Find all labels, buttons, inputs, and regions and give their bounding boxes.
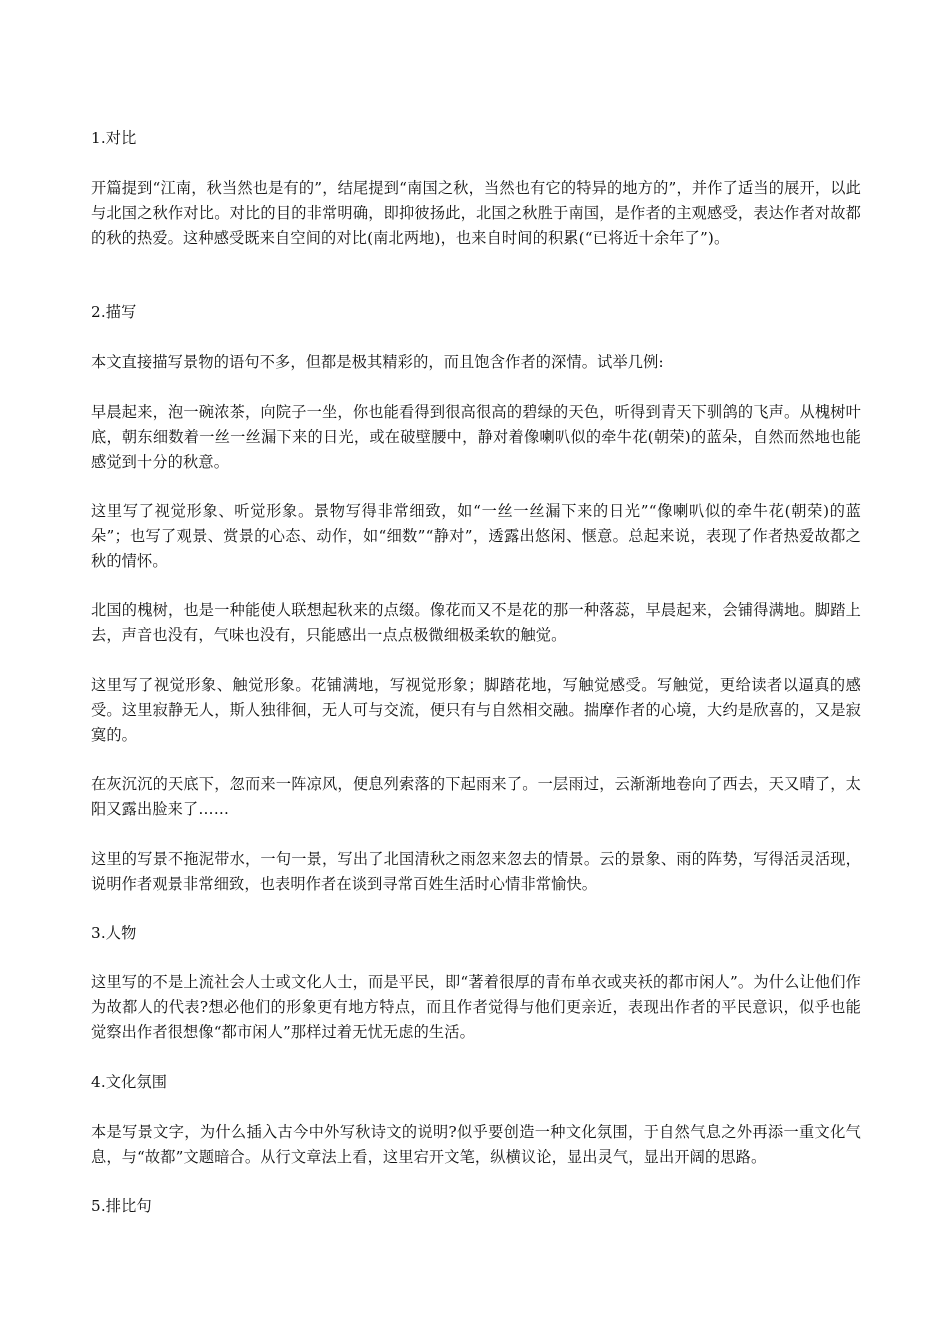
paragraph-analysis-visual-tactile: 这里写了视觉形象、触觉形象。花铺满地，写视觉形象；脚踏花地，写触觉感受。写触觉，更给读者以逼真的感受。这里寂静无人，斯人独徘徊，无人可与交流，便只有与自然相交融。揣摩作者的心境，大约是欣喜的，又是寂寞的。 (91, 676, 861, 744)
paragraph-analysis-rain: 这里的写景不拖泥带水，一句一景，写出了北国清秋之雨忽来忽去的情景。云的景象、雨的阵势，写得活灵活现，说明作者观景非常细致，也表明作者在谈到寻常百姓生活时心情非常愉快。 (91, 850, 861, 893)
paragraph-characters: 这里写的不是上流社会人士或文化人士，而是平民，即“著着很厚的青布单衣或夹袄的都市闲人”。为什么让他们作为故都人的代表?想必他们的形象更有地方特点，而且作者觉得与他们更亲近，表现出作者的平民意识，似乎也能觉察出作者很想像“都市闲人”那样过着无忧无虑的生活。 (91, 973, 861, 1041)
paragraph-quote-morning: 早晨起来，泡一碗浓茶，向院子一坐，你也能看得到很高很高的碧绿的天色，听得到青天下驯鸽的飞声。从槐树叶底，朝东细数着一丝一丝漏下来的日光，或在破壁腰中，静对着像喇叭似的牵牛花(朝荣)的蓝朵，自然而然地也能感觉到十分的秋意。 (91, 403, 861, 471)
section-heading-cultural-atmosphere: 4.文化氛围 (91, 1073, 168, 1091)
paragraph-analysis-visual-auditory: 这里写了视觉形象、听觉形象。景物写得非常细致，如“一丝一丝漏下来的日光”“像喇叭似的牵牛花(朝荣)的蓝朵”；也写了观景、赏景的心态、动作，如“细数”“静对”，透露出悠闲、惬意。总起来说，表现了作者热爱故都之秋的情怀。 (91, 502, 861, 570)
section-heading-parallelism: 5.排比句 (91, 1197, 152, 1215)
section-heading-contrast: 1.对比 (91, 129, 137, 147)
section-heading-description: 2.描写 (91, 303, 137, 321)
paragraph-quote-rain: 在灰沉沉的天底下，忽而来一阵凉风，便息列索落的下起雨来了。一层雨过，云渐渐地卷向了西去，天又晴了，太阳又露出脸来了…… (91, 775, 861, 818)
section-heading-characters: 3.人物 (91, 924, 137, 942)
paragraph-cultural-atmosphere: 本是写景文字，为什么插入古今中外写秋诗文的说明?似乎要创造一种文化氛围，于自然气息之外再添一重文化气息，与“故都”文题暗合。从行文章法上看，这里宕开文笔，纵横议论，显出灵气，显出开阔的思路。 (91, 1123, 861, 1166)
paragraph-quote-locust-tree: 北国的槐树，也是一种能使人联想起秋来的点缀。像花而又不是花的那一种落蕊，早晨起来，会铺得满地。脚踏上去，声音也没有，气味也没有，只能感出一点点极微细极柔软的触觉。 (91, 601, 861, 644)
paragraph-description-intro: 本文直接描写景物的语句不多，但都是极其精彩的，而且饱含作者的深情。试举几例: (91, 353, 664, 371)
paragraph-contrast: 开篇提到“江南，秋当然也是有的”，结尾提到“南国之秋，当然也有它的特异的地方的”，并作了适当的展开，以此与北国之秋作对比。对比的目的非常明确，即抑彼扬此，北国之秋胜于南国，是作者的主观感受，表达作者对故都的秋的热爱。这种感受既来自空间的对比(南北两地)，也来自时间的积累(“已将近十余年了”)。 (91, 179, 861, 247)
